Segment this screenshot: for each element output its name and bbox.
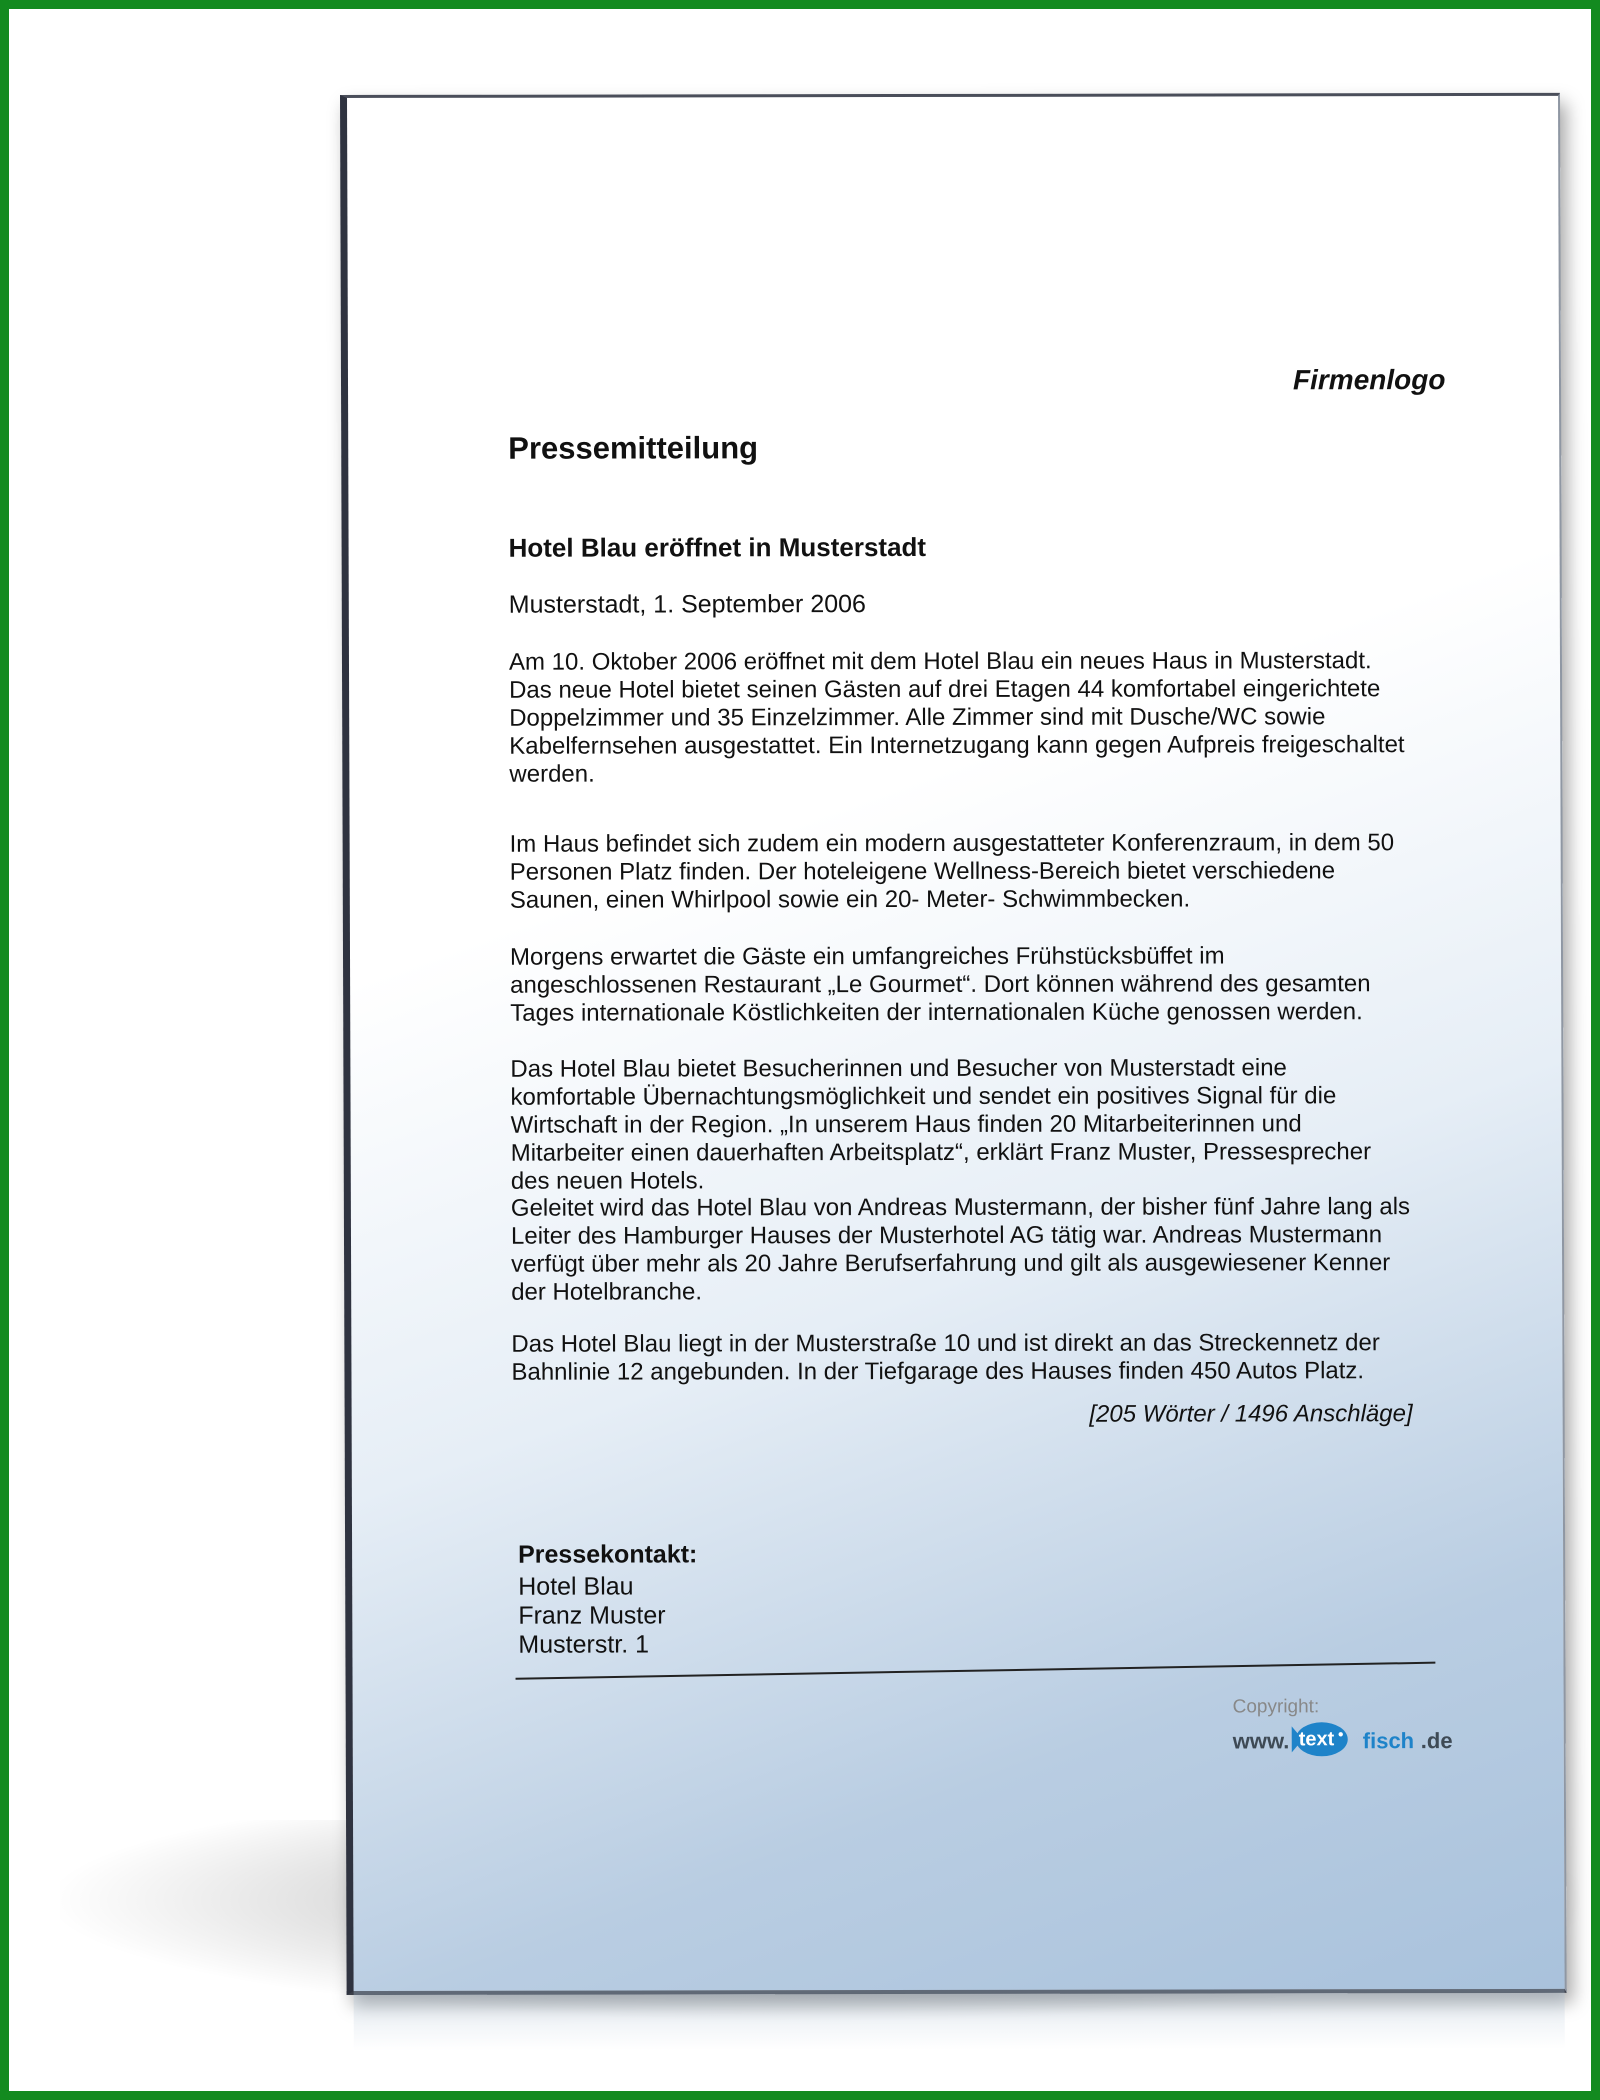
body-paragraph: Morgens erwartet die Gäste ein umfangreiches Frühstücksbüffet im angeschlossenen Restaurant „Le Gourmet“. Dort können während des gesamten Tages internationale Köstlichkeiten der internationalen Küche genossen werden.: [509, 942, 1371, 1027]
document-page: [340, 93, 1567, 1995]
brand-name: fisch: [1362, 1728, 1415, 1754]
press-contact-line: Hotel Blau: [518, 1572, 634, 1601]
brand-www: www.: [1232, 1728, 1290, 1754]
press-contact-label: Pressekontakt:: [518, 1540, 698, 1569]
body-paragraph: Am 10. Oktober 2006 eröffnet mit dem Hotel Blau ein neues Haus in Musterstadt. Das neue Hotel bietet seinen Gästen auf drei Etagen 44 komfortabel eingerichtete Doppelzimmer und 35 Einzelzimmer. Alle Zimmer sind mit Dusche/WC sowie Kabelfernsehen ausgestattet. Ein Internetzugang kann gegen Aufpreis freigeschaltet werden.: [508, 647, 1405, 788]
body-paragraph: Das Hotel Blau bietet Besucherinnen und Besucher von Musterstadt eine komfortable Übernachtungsmöglichkeit und sendet ein positives Signal für die Wirtschaft in der Region. „In unserem Haus finden 20 Mitarbeiterinnen und Mitarbeiter einen dauerhaften Arbeitsplatz“, erklärt Franz Muster, Pressesprecher des neuen Hotels.: [510, 1054, 1372, 1195]
body-paragraph: Geleitet wird das Hotel Blau von Andreas Mustermann, der bisher fünf Jahre lang als Leiter des Hamburger Hauses der Musterhotel AG tätig war. Andreas Mustermann verfügt über mehr als 20 Jahre Berufserfahrung und gilt als ausgewiesener Kenner der Hotelbranche.: [510, 1193, 1411, 1306]
copyright-label: Copyright:: [1232, 1696, 1320, 1718]
body-paragraph: Im Haus befindet sich zudem ein modern ausgestatteter Konferenzraum, in dem 50 Personen Platz finden. Der hoteleigene Wellness-Bereich bietet verschiedene Saunen, einen Whirlpool sowie ein 20- Meter- Schwimmbecken.: [509, 829, 1395, 914]
divider-line: [516, 1662, 1436, 1680]
brand-tld: .de: [1420, 1728, 1453, 1754]
press-release-headline: Hotel Blau eröffnet in Musterstadt: [508, 531, 927, 563]
word-count: [205 Wörter / 1496 Anschläge]: [1089, 1400, 1413, 1428]
brand-watermark: [1233, 1718, 1453, 1762]
dateline: Musterstadt, 1. September 2006: [508, 590, 866, 619]
body-paragraph: Das Hotel Blau liegt in der Musterstraße 10 und ist direkt an das Streckennetz der Bahnlinie 12 angebunden. In der Tiefgarage des Hauses finden 450 Autos Platz.: [511, 1329, 1380, 1386]
press-contact-line: Franz Muster: [518, 1601, 666, 1630]
document-title: Pressemitteilung: [508, 430, 759, 466]
press-contact-line: Musterstr. 1: [518, 1630, 650, 1659]
brand-fish-word: text: [1298, 1728, 1335, 1751]
company-logo-placeholder: Firmenlogo: [1292, 364, 1446, 396]
document-page-wrapper: [340, 93, 1567, 1995]
